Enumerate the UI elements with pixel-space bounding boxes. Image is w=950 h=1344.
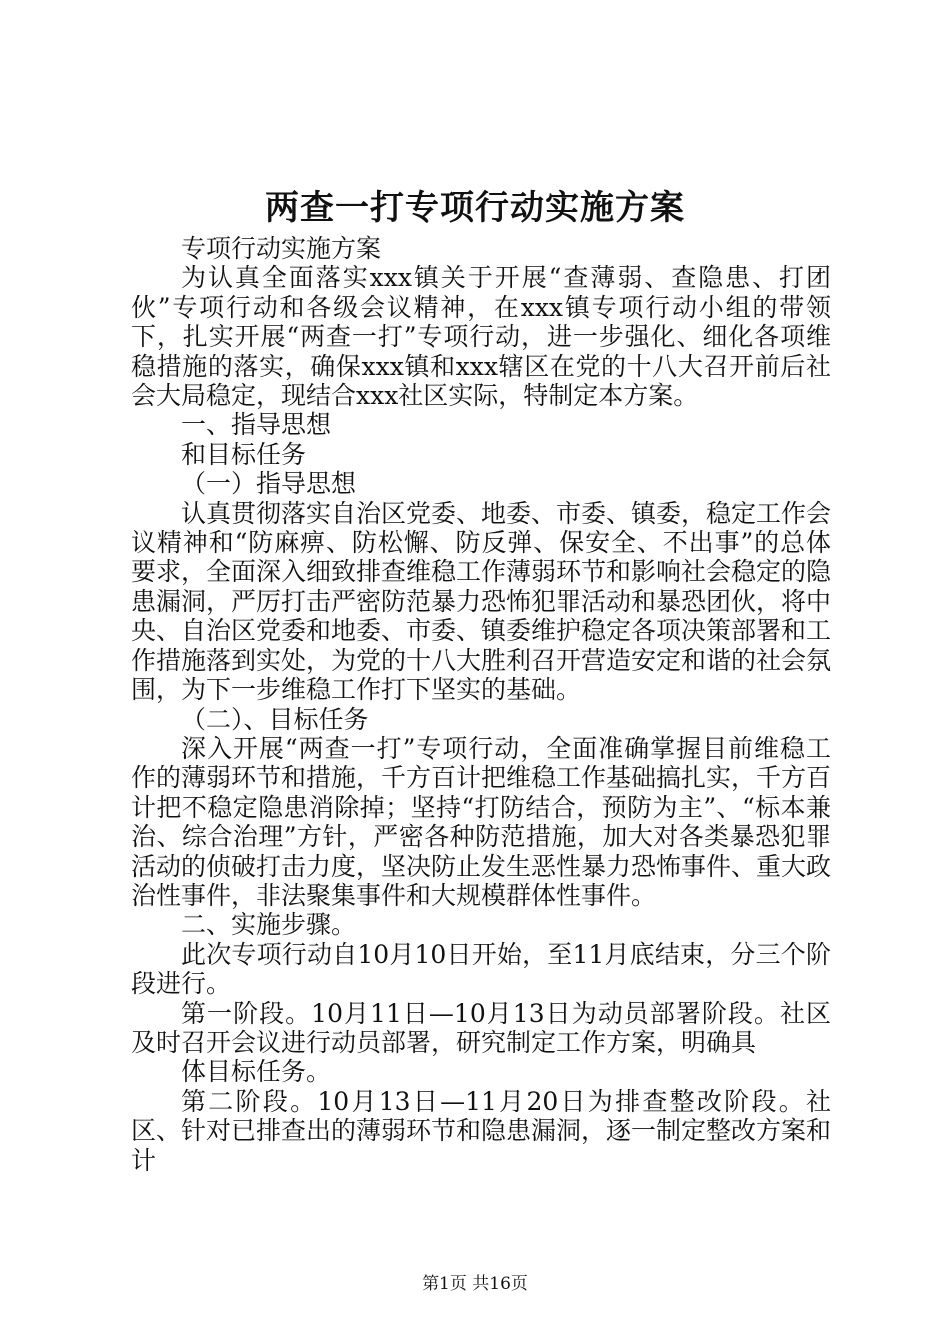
subheading-guiding-thought: （一）指导思想: [181, 469, 357, 499]
document-body: [131, 234, 831, 1175]
subheading-target-tasks: （二）、目标任务: [181, 704, 369, 734]
paragraph-guiding-thought: 认真贯彻落实自治区党委、地委、市委、镇委，稳定工作会议精神和“防麻痹、防松懈、防反弹、保安全、不出事”的总体要求，全面深入细致排查维稳工作薄弱环节和影响社会稳定的隐患漏洞，严厉打击严密防范暴力恐怖犯罪活动和暴恐团伙，将中央、自治区党委和地委、市委、镇委维护稳定各项决策部署和工作措施落到实处，为党的十八大胜利召开营造安定和谐的社会氛围，为下一步维稳工作打下坚实的基础。: [131, 498, 832, 705]
document-title: 两查一打专项行动实施方案: [265, 188, 685, 228]
paragraph-schedule: 此次专项行动自10月10日开始，至11月底结束，分三个阶段进行。: [131, 939, 831, 999]
paragraph-stage-one: 第一阶段。10月11日—10月13日为动员部署阶段。社区及时召开会议进行动员部署，研究制定工作方案，明确具: [131, 998, 831, 1057]
paragraph-subtitle: 专项行动实施方案: [181, 234, 382, 263]
paragraph-target-tasks: 深入开展“两查一打”专项行动，全面准确掌握目前维稳工作的薄弱环节和措施，千方百计把维稳工作基础搞扎实，千方百计把不稳定隐患消除掉；坚持“打防结合，预防为主”、“标本兼治、综合治理”方针，严密各种防范措施，加大对各类暴恐犯罪活动的侦破打击力度，坚决防止发生恶性暴力恐怖事件、重大政治性事件，非法聚集事件和大规模群体性事件。: [131, 733, 832, 910]
heading-implementation-steps: 二、实施步骤。: [181, 910, 357, 940]
paragraph-stage-one-cont: 体目标任务。: [181, 1057, 332, 1087]
heading-continuation: 和目标任务: [181, 439, 307, 469]
page-footer: 第1页 共16页: [422, 1274, 528, 1294]
heading-guiding-thought: 一、指导思想: [181, 410, 332, 440]
paragraph-stage-two: 第二阶段。10月13日—11月20日为排查整改阶段。社区、针对已排查出的薄弱环节和隐患漏洞，逐一制定整改方案和计: [131, 1086, 832, 1175]
paragraph-intro: 为认真全面落实xxx镇关于开展“查薄弱、查隐患、打团伙”专项行动和各级会议精神，在xxx镇专项行动小组的带领下，扎实开展“两查一打”专项行动，进一步强化、细化各项维稳措施的落实，确保xxx镇和xxx辖区在党的十八大召开前后社会大局稳定，现结合xxx社区实际，特制定本方案。: [131, 263, 831, 411]
